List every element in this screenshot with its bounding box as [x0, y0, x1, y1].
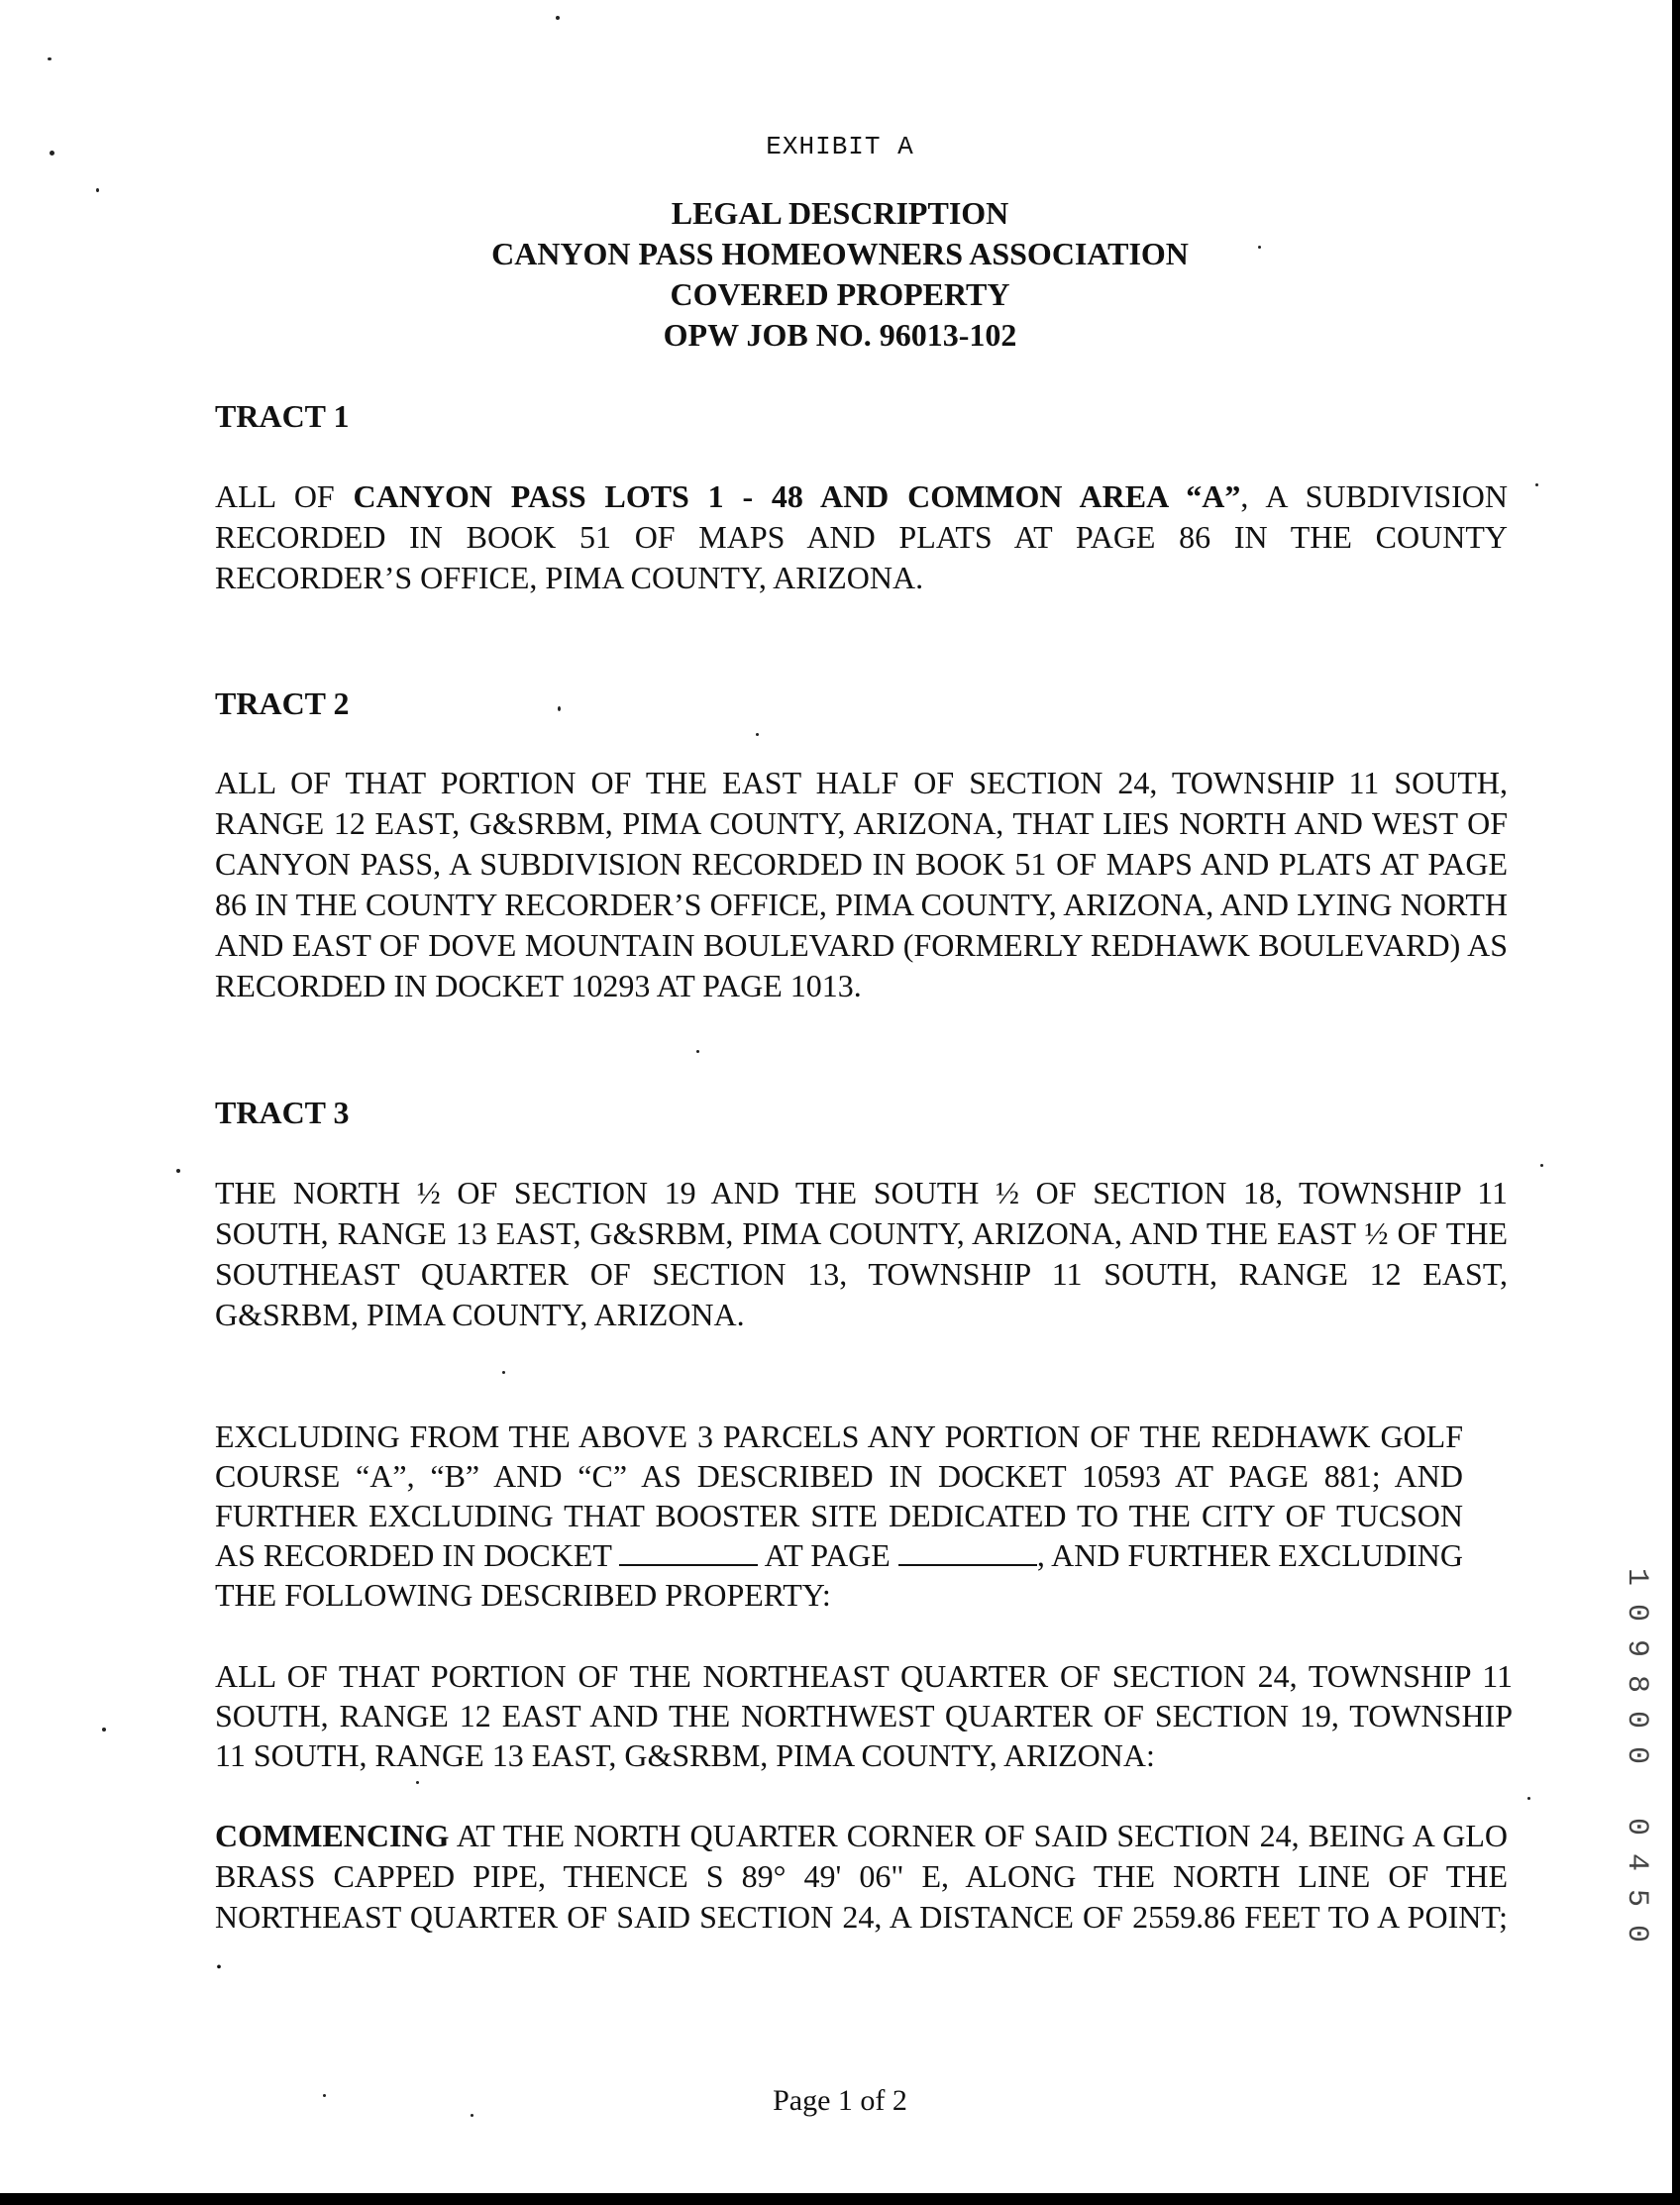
tract-1-bold-text: CANYON PASS LOTS 1 - 48 AND COMMON AREA “A” [353, 478, 1241, 514]
stamp-char: 0 [1620, 1603, 1653, 1622]
exclusion-paragraph [215, 1417, 1463, 1615]
scan-speck [1527, 1797, 1530, 1800]
tract-1-description [215, 476, 1508, 598]
tract-1-rest: , A SUBDIVISION RECORDED IN BOOK 51 OF MAPS AND PLATS AT PAGE 86 IN THE COUNTY RECORDER’S OFFICE, PIMA COUNTY, ARIZONA. [215, 478, 1509, 595]
tract-2-description: ALL OF THAT PORTION OF THE EAST HALF OF SECTION 24, TOWNSHIP 11 SOUTH, RANGE 12 EAST, G&SRBM, PIMA COUNTY, ARIZONA, THAT LIES NORTH AND WEST OF CANYON PASS, A SUBDIVISION RECORDED IN BOOK 51 OF MAPS AND PLATS AT PAGE 86 IN THE COUNTY RECORDER’S OFFICE, PIMA COUNTY, ARIZONA, AND LYING NORTH AND EAST OF DOVE MOUNTAIN BOULEVARD (FORMERLY REDHAWK BOULEVARD) AS RECORDED IN DOCKET 10293 AT PAGE 1013. [215, 765, 1508, 1003]
stamp-char: 0 [1620, 1745, 1653, 1764]
tract-3-title: TRACT 3 [215, 1095, 350, 1130]
heading-line: CANYON PASS HOMEOWNERS ASSOCIATION [491, 236, 1189, 271]
docket-blank [619, 1536, 758, 1566]
page-number: Page 1 of 2 [773, 2084, 907, 2117]
exclusion-text-1: EXCLUDING FROM THE ABOVE 3 PARCELS ANY PORTION OF THE REDHAWK GOLF COURSE “A”, “B” AND “C” AS DESCRIBED IN DOCKET 10593 AT PAGE 881; AND FURTHER EXCLUDING THAT BOOSTER SITE DEDICATED TO THE CITY OF TUCSON AS RECORDED IN DOCKET [215, 1418, 1463, 1573]
scan-speck [48, 57, 52, 60]
tract-2-title: TRACT 2 [215, 685, 350, 721]
scan-speck [502, 1371, 505, 1374]
tract-3-description: THE NORTH ½ OF SECTION 19 AND THE SOUTH ½ OF SECTION 18, TOWNSHIP 11 SOUTH, RANGE 13 EAST, G&SRBM, PIMA COUNTY, ARIZONA, AND THE EAST ½ OF THE SOUTHEAST QUARTER OF SECTION 13, TOWNSHIP 11 SOUTH, RANGE 12 EAST, G&SRBM, PIMA COUNTY, ARIZONA. [215, 1175, 1508, 1332]
scan-speck [1540, 1164, 1543, 1167]
scan-speck [1535, 483, 1538, 486]
scan-speck [176, 1169, 180, 1173]
tract-1-title: TRACT 1 [215, 398, 350, 434]
commencing-bold-text: COMMENCING [215, 1818, 450, 1853]
scan-speck [416, 1781, 419, 1784]
vertical-document-stamp [1620, 1560, 1659, 1942]
stamp-char: 5 [1620, 1888, 1653, 1907]
stamp-char: 8 [1620, 1674, 1653, 1693]
excluded-portion-paragraph: ALL OF THAT PORTION OF THE NORTHEAST QUARTER OF SECTION 24, TOWNSHIP 11 SOUTH, RANGE 12 EAST AND THE NORTHWEST QUARTER OF SECTION 19, TOWNSHIP 11 SOUTH, RANGE 13 EAST, G&SRBM, PIMA COUNTY, ARIZONA: [215, 1658, 1513, 1773]
scan-speck [558, 706, 561, 711]
tract-1-lead: ALL OF [215, 478, 354, 514]
stamp-char: 0 [1620, 1817, 1653, 1836]
heading-line: LEGAL DESCRIPTION [671, 195, 1009, 231]
heading-line: COVERED PROPERTY [670, 276, 1010, 312]
stamp-char: 9 [1620, 1638, 1653, 1657]
exclusion-text-3: , AND FURTHER EXCLUDING THE FOLLOWING DESCRIBED PROPERTY: [215, 1537, 1464, 1613]
scan-speck [96, 188, 99, 192]
exclusion-text-2: AT PAGE [758, 1537, 898, 1573]
heading-line: OPW JOB NO. 96013-102 [663, 317, 1017, 353]
stamp-char [1620, 1774, 1653, 1808]
page-blank [898, 1536, 1037, 1566]
stamp-char: 1 [1620, 1567, 1653, 1586]
scan-speck [756, 733, 759, 736]
commencing-rest: AT THE NORTH QUARTER CORNER OF SAID SECTION 24, BEING A GLO BRASS CAPPED PIPE, THENCE S 89° 49' 06" E, ALONG THE NORTH LINE OF THE NORTHEAST QUARTER OF SAID SECTION 24, A DISTANCE OF 2559.86 FEET TO A POINT; . [215, 1818, 1508, 1975]
stamp-char: 4 [1620, 1852, 1653, 1871]
scan-speck [556, 16, 560, 20]
scan-speck [102, 1728, 106, 1732]
stamp-char: 0 [1620, 1710, 1653, 1729]
stamp-char: 0 [1620, 1924, 1653, 1942]
scan-speck [696, 1050, 699, 1053]
scan-edge-bottom [0, 2193, 1680, 2205]
commencing-paragraph [215, 1816, 1508, 1978]
document-heading [0, 193, 1680, 356]
exhibit-label: EXHIBIT A [766, 132, 914, 161]
